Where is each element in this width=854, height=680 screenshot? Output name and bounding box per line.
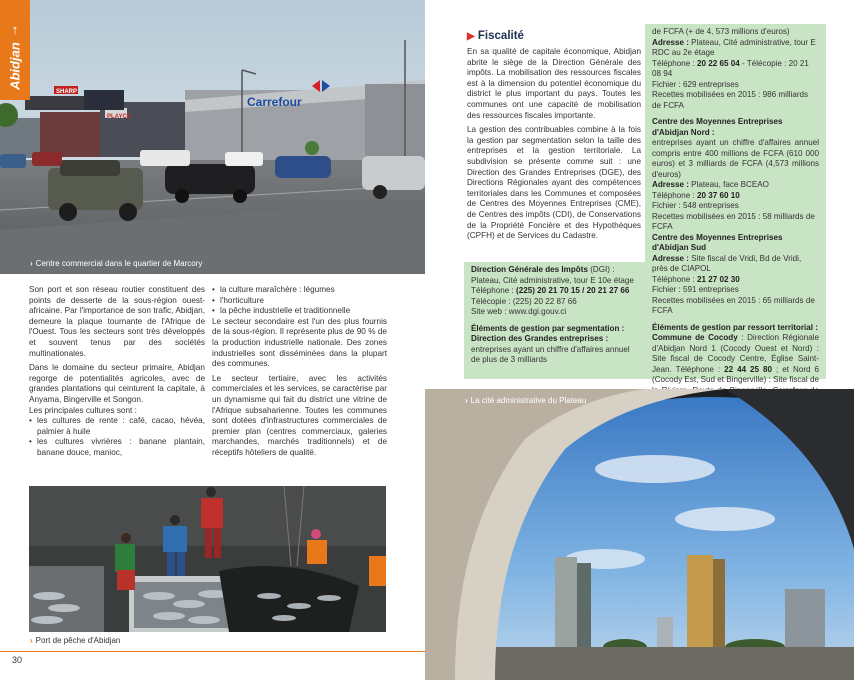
side-tab-label	[7, 21, 23, 90]
paragraph: Son port et son réseau routier constituent des points de desserte de la sous-région ouest-africaine. Par l'importance de son trafic, Abidjan, demeure la plaque tournante de l'Afrique de l'Ouest. Tous les secteurs sont très développés et souvent tenus par des sociétés multinationales.	[29, 285, 205, 358]
bullet-list	[29, 416, 205, 458]
list-item: • les cultures de rente : café, cacao, hévéa, palmier à huile	[37, 416, 205, 437]
caption-text: La cité administrative du Plateau	[470, 396, 587, 405]
list-item: • les cultures vivrières : banane plantain, banane douce, manioc,	[37, 437, 205, 458]
photo-shopping-centre	[0, 0, 425, 274]
dgi-text: (DGI) : Plateau, Cité administrative, tour E 10e étage	[471, 265, 634, 285]
playce-sign: PLAYCE	[107, 114, 131, 120]
plateau-illustration	[425, 389, 854, 680]
phone-line	[652, 59, 819, 80]
chevron-right-icon: ›	[30, 636, 33, 645]
shopping-centre-illustration	[0, 0, 425, 274]
bullet-list	[212, 285, 387, 317]
paragraph: Les principales cultures sont :	[29, 405, 137, 415]
address-label: Adresse :	[652, 253, 692, 263]
chevron-right-icon: ›	[30, 259, 33, 268]
revenue-line: Recettes mobilisées en 2015 : 65 milliards de FCFA	[652, 295, 815, 315]
address-line	[652, 180, 819, 191]
dgi-line	[471, 265, 638, 286]
phone-line	[652, 275, 819, 286]
cme-sud-title: Centre des Moyennes Entreprises d'Abidjan Sud	[652, 232, 783, 252]
address-line	[652, 38, 819, 59]
section-title: Fiscalité	[477, 30, 524, 42]
photo-caption-marcory	[30, 259, 202, 268]
file-count: Fichier : 591 entreprises	[652, 285, 739, 294]
revenue-line: Recettes mobilisées en 2015 : 58 milliards de FCFA	[652, 211, 815, 231]
address-line	[652, 254, 819, 275]
phone-label: Téléphone :	[652, 274, 697, 284]
phone-value: 20 37 60 10	[697, 190, 740, 200]
sharp-sign: SHARP	[56, 89, 78, 95]
phone-value: (225) 20 21 70 15 / 20 21 27 66	[516, 286, 630, 295]
fax-value: - Télécopie : 20 21 08 94	[652, 58, 809, 78]
chevron-right-icon: ›	[465, 396, 468, 405]
dgi-label: Direction Générale des Impôts	[471, 265, 588, 274]
cocody-body: : Direction Régionale d'Abidjan Nord 1 (Cocody Ouest et Nord) : Site fiscal de Cocody Centre, Église Saint-Jean. Téléphone :	[652, 333, 819, 374]
file-count: Fichier : 629 entreprises	[652, 79, 739, 89]
triangle-right-icon: ▶	[467, 31, 475, 42]
paragraph: Le secteur secondaire est l'un des plus fournis de la sous-région. Il représente plus de 90 % de la production industrielle nationale. Des zones industrielles sont disséminées dans la plupart des communes.	[212, 316, 387, 369]
phone-line	[652, 191, 819, 202]
cocody-label: Commune de Cocody	[652, 333, 738, 342]
fishing-port-illustration	[29, 486, 386, 632]
list-item: • la culture maraîchère : légumes	[220, 285, 387, 296]
info-box-centres	[645, 24, 826, 384]
body-column-2	[212, 285, 387, 463]
address-label: Adresse :	[652, 37, 692, 47]
list-item: • la pêche industrielle et traditionnelle	[220, 306, 387, 317]
paragraph: En sa qualité de capitale économique, Abidjan abrite le siège de la Direction Générale des impôts. La mobilisation des ressources fiscales est à la dimension du potentiel économique du district le plus important du pays. Toutes les communes ont une capacité de mobilisation des ressources fiscales importante.	[467, 47, 641, 120]
list-item: • l'horticulture	[220, 296, 387, 307]
address-value: Plateau, Cité administrative, tour E RDC au 2e étage	[652, 37, 816, 57]
dgi-phone	[471, 286, 638, 297]
cocody-rest: ; et Nord 6 (Cocody Est, Sud et Bingerville) : Site fiscal de	[652, 364, 819, 384]
address-value: Site fiscal de Vridi, Bd de Vridi, près de CIAPOL	[652, 253, 802, 273]
arrow-up-icon: ↑	[11, 21, 19, 37]
cme-nord-text: entreprises ayant un chiffre d'affaires annuel compris entre 400 millions de FCFA (610 000 euros) et 3 milliards de FCFA (4,573 millions d'euros)	[652, 138, 819, 179]
line: de FCFA (+ de 4, 573 millions d'euros)	[652, 27, 790, 36]
fiscalite-column	[467, 29, 641, 246]
caption-text: Centre commercial dans le quartier de Marcory	[35, 259, 203, 268]
photo-caption-plateau	[465, 396, 586, 405]
address-label: Adresse :	[652, 180, 692, 189]
cme-nord-title: Centre des Moyennes Entreprises d'Abidjan Nord :	[652, 117, 783, 137]
phone-value: 21 27 02 30	[697, 274, 740, 284]
photo-fishing-port	[29, 486, 386, 632]
section-heading	[467, 29, 641, 44]
paragraph: Dans le domaine du secteur primaire, Abidjan regorge de potentialités agricoles, avec de grandes plantations qui ceinturent la capitale, à Anyama, Bingerville et Songon.	[29, 363, 205, 404]
address-value: Plateau, face BCEAO	[691, 180, 769, 189]
segmentation-title: Éléments de gestion par segmentation :	[471, 323, 625, 333]
dgi-fax: Télécopie : (225) 20 22 87 66	[471, 296, 577, 306]
dgi-website: Site web : www.dgi.gouv.ci	[471, 307, 567, 316]
carrefour-sign: Carrefour	[247, 95, 302, 109]
paragraph: Le secteur tertiaire, avec les activités commerciales et les services, se caractérise par un dynamisme qui fait du district une vitrine de l'Afrique subsaharienne. Toutes les communes sont dotées d'infrastructures commerciales de premier plan (centres commerciaux, galeries marchandes, marchés traditionnels) et de réceptifs hôteliers de qualité.	[212, 373, 387, 457]
body-column-1	[29, 285, 205, 459]
phone-label: Téléphone :	[471, 286, 516, 295]
photo-plateau	[425, 389, 854, 680]
dge-label: Direction des Grandes entreprises :	[471, 334, 609, 343]
phone-value: 20 22 65 04	[697, 58, 740, 68]
phone-label: Téléphone :	[652, 58, 697, 68]
photo-caption-port	[30, 636, 120, 645]
footer-rule	[0, 651, 425, 652]
dge-text: entreprises ayant un chiffre d'affaires annuel de plus de 3 milliards	[471, 344, 630, 364]
territorial-title: Éléments de gestion par ressort territorial :	[652, 322, 818, 332]
side-tab	[0, 0, 30, 100]
side-tab-text: Abidjan	[7, 42, 23, 90]
info-box-dgi	[464, 262, 645, 379]
page-number: 30	[12, 655, 23, 665]
paragraph: La gestion des contribuables combine à la fois la gestion par segmentation selon la taille des entreprises et la gestion territoriale. La subdivision se présente comme suit : une Direction des Grandes Entreprises (DGE), des Directions Régionales ayant des compétences territoriales dans les Communes et composées de Centres des Moyennes Entreprises (CME), de Centres des impôts (CDI), de Conservations de la Propriété Foncière et des Hypothèques (CPFH) et de Services du Cadastre.	[467, 125, 641, 241]
caption-text: Port de pêche d'Abidjan	[35, 636, 121, 645]
phone-label: Téléphone :	[652, 190, 697, 200]
file-count: Fichier : 548 entreprises	[652, 201, 739, 210]
revenue-line: Recettes mobilisées en 2015 : 986 milliards de FCFA	[652, 90, 809, 110]
dge-line	[471, 334, 638, 366]
phone-value: 22 44 25 80	[724, 364, 773, 374]
